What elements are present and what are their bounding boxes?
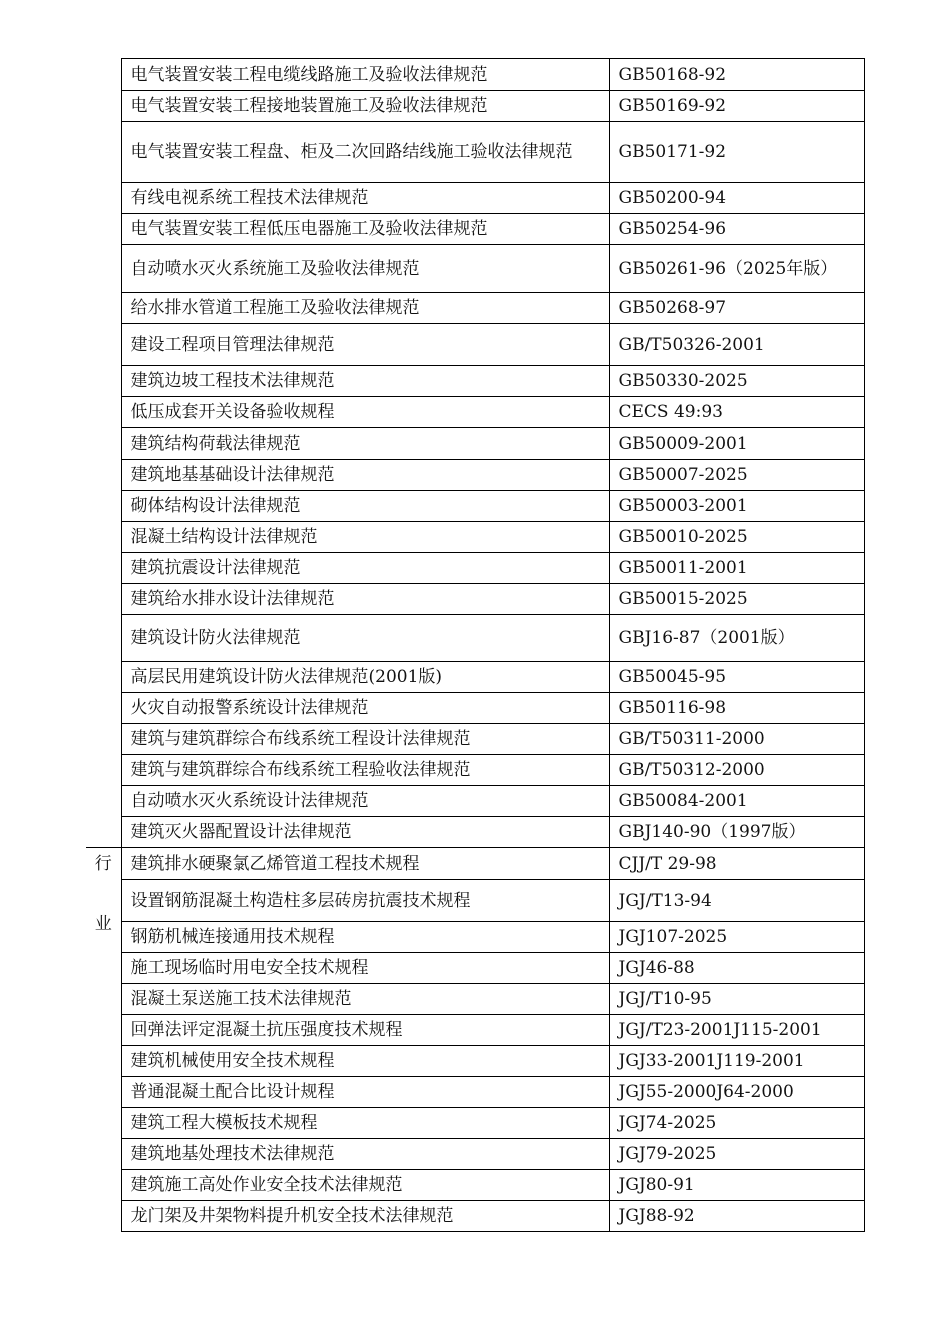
standard-code: GB50169-92 (609, 91, 864, 122)
standard-name: 火灾自动报警系统设计法律规范 (121, 693, 609, 724)
standard-name: 建筑施工高处作业安全技术法律规范 (121, 1170, 609, 1201)
table-row (86, 91, 864, 122)
standard-code: JGJ/T23-2001J115-2001 (609, 1015, 864, 1046)
category-char-1: 行 (94, 854, 112, 874)
standard-code: JGJ/T10-95 (609, 984, 864, 1015)
table-row (86, 366, 864, 397)
standard-name: 建筑结构荷载法律规范 (121, 428, 609, 460)
table-row (86, 984, 864, 1015)
standard-code: GB50261-96（2025年版） (609, 245, 864, 293)
standard-code: JGJ107-2025 (609, 922, 864, 953)
standard-name: 施工现场临时用电安全技术规程 (121, 953, 609, 984)
standard-code: GB50254-96 (609, 214, 864, 245)
standard-name: 自动喷水灭火系统施工及验收法律规范 (121, 245, 609, 293)
standard-code: GBJ140-90（1997版） (609, 817, 864, 848)
standard-name: 建筑灭火器配置设计法律规范 (121, 817, 609, 848)
standard-name: 建筑地基处理技术法律规范 (121, 1139, 609, 1170)
standard-code: GB/T50326-2001 (609, 324, 864, 366)
table-row (86, 553, 864, 584)
table-row (86, 522, 864, 553)
table-row (86, 1139, 864, 1170)
category-char-2: 业 (94, 914, 112, 934)
standard-code: JGJ/T13-94 (609, 880, 864, 922)
standard-code: JGJ79-2025 (609, 1139, 864, 1170)
standard-name: 给水排水管道工程施工及验收法律规范 (121, 293, 609, 324)
table-row (86, 953, 864, 984)
table-row (86, 662, 864, 693)
standard-code: JGJ80-91 (609, 1170, 864, 1201)
standard-code: JGJ74-2025 (609, 1108, 864, 1139)
table-row (86, 324, 864, 366)
standard-code: GB50084-2001 (609, 786, 864, 817)
standard-name: 有线电视系统工程技术法律规范 (121, 183, 609, 214)
table-row (86, 293, 864, 324)
table-row (86, 922, 864, 953)
table-row (86, 183, 864, 214)
table-row (86, 724, 864, 755)
standard-code: GB50330-2025 (609, 366, 864, 397)
standard-code: GB50045-95 (609, 662, 864, 693)
table-row (86, 817, 864, 848)
standard-name: 龙门架及井架物料提升机安全技术法律规范 (121, 1201, 609, 1232)
standard-name: 混凝土结构设计法律规范 (121, 522, 609, 553)
table-row (86, 428, 864, 460)
standard-code: GBJ16-87（2001版） (609, 615, 864, 662)
standard-name: 回弹法评定混凝土抗压强度技术规程 (121, 1015, 609, 1046)
standard-name: 砌体结构设计法律规范 (121, 491, 609, 522)
table-row (86, 584, 864, 615)
standard-name: 电气装置安装工程盘、柜及二次回路结线施工验收法律规范 (121, 122, 609, 183)
table-row (86, 460, 864, 491)
table-row (86, 615, 864, 662)
standard-code: GB50116-98 (609, 693, 864, 724)
standard-code: GB50011-2001 (609, 553, 864, 584)
standard-name: 设置钢筋混凝土构造柱多层砖房抗震技术规程 (121, 880, 609, 922)
standard-code: JGJ46-88 (609, 953, 864, 984)
standard-name: 建筑工程大模板技术规程 (121, 1108, 609, 1139)
standards-table (86, 58, 865, 1232)
standard-code: JGJ55-2000J64-2000 (609, 1077, 864, 1108)
standard-name: 建筑与建筑群综合布线系统工程验收法律规范 (121, 755, 609, 786)
table-row (86, 122, 864, 183)
table-row (86, 59, 864, 91)
standard-code: GB50003-2001 (609, 491, 864, 522)
standard-name: 建筑机械使用安全技术规程 (121, 1046, 609, 1077)
standard-name: 电气装置安装工程接地装置施工及验收法律规范 (121, 91, 609, 122)
standard-name: 建筑地基基础设计法律规范 (121, 460, 609, 491)
table-row (86, 880, 864, 922)
standard-name: 建筑抗震设计法律规范 (121, 553, 609, 584)
table-row (86, 245, 864, 293)
category-cell-industry (86, 848, 121, 1232)
standard-code: GB50010-2025 (609, 522, 864, 553)
standard-name: 低压成套开关设备验收规程 (121, 397, 609, 428)
table-row (86, 693, 864, 724)
standard-code: CJJ/T 29-98 (609, 848, 864, 880)
standard-code: GB50200-94 (609, 183, 864, 214)
table-row (86, 1170, 864, 1201)
standard-name: 建设工程项目管理法律规范 (121, 324, 609, 366)
standard-name: 电气装置安装工程低压电器施工及验收法律规范 (121, 214, 609, 245)
standard-name: 钢筋机械连接通用技术规程 (121, 922, 609, 953)
standard-name: 建筑给水排水设计法律规范 (121, 584, 609, 615)
standard-code: GB50168-92 (609, 59, 864, 91)
table-row (86, 755, 864, 786)
standard-name: 建筑边坡工程技术法律规范 (121, 366, 609, 397)
table-row (86, 1077, 864, 1108)
standard-name: 建筑排水硬聚氯乙烯管道工程技术规程 (121, 848, 609, 880)
standards-table-body (86, 59, 864, 1232)
standard-code: GB50268-97 (609, 293, 864, 324)
table-row (86, 786, 864, 817)
standard-code: GB50015-2025 (609, 584, 864, 615)
standards-sheet (86, 58, 864, 1232)
table-row (86, 214, 864, 245)
standard-code: GB/T50312-2000 (609, 755, 864, 786)
standard-name: 自动喷水灭火系统设计法律规范 (121, 786, 609, 817)
table-row (86, 1046, 864, 1077)
standard-name: 普通混凝土配合比设计规程 (121, 1077, 609, 1108)
table-row (86, 848, 864, 880)
table-row (86, 1201, 864, 1232)
standard-name: 建筑与建筑群综合布线系统工程设计法律规范 (121, 724, 609, 755)
table-row (86, 1015, 864, 1046)
standard-code: CECS 49:93 (609, 397, 864, 428)
table-row (86, 397, 864, 428)
table-row (86, 491, 864, 522)
standard-name: 建筑设计防火法律规范 (121, 615, 609, 662)
category-cell-national (86, 59, 121, 848)
standard-code: GB50171-92 (609, 122, 864, 183)
standard-code: GB50009-2001 (609, 428, 864, 460)
table-row (86, 1108, 864, 1139)
standard-code: GB50007-2025 (609, 460, 864, 491)
standard-name: 混凝土泵送施工技术法律规范 (121, 984, 609, 1015)
standard-code: JGJ33-2001J119-2001 (609, 1046, 864, 1077)
standard-name: 电气装置安装工程电缆线路施工及验收法律规范 (121, 59, 609, 91)
standard-name: 高层民用建筑设计防火法律规范(2001版) (121, 662, 609, 693)
standard-code: GB/T50311-2000 (609, 724, 864, 755)
standard-code: JGJ88-92 (609, 1201, 864, 1232)
